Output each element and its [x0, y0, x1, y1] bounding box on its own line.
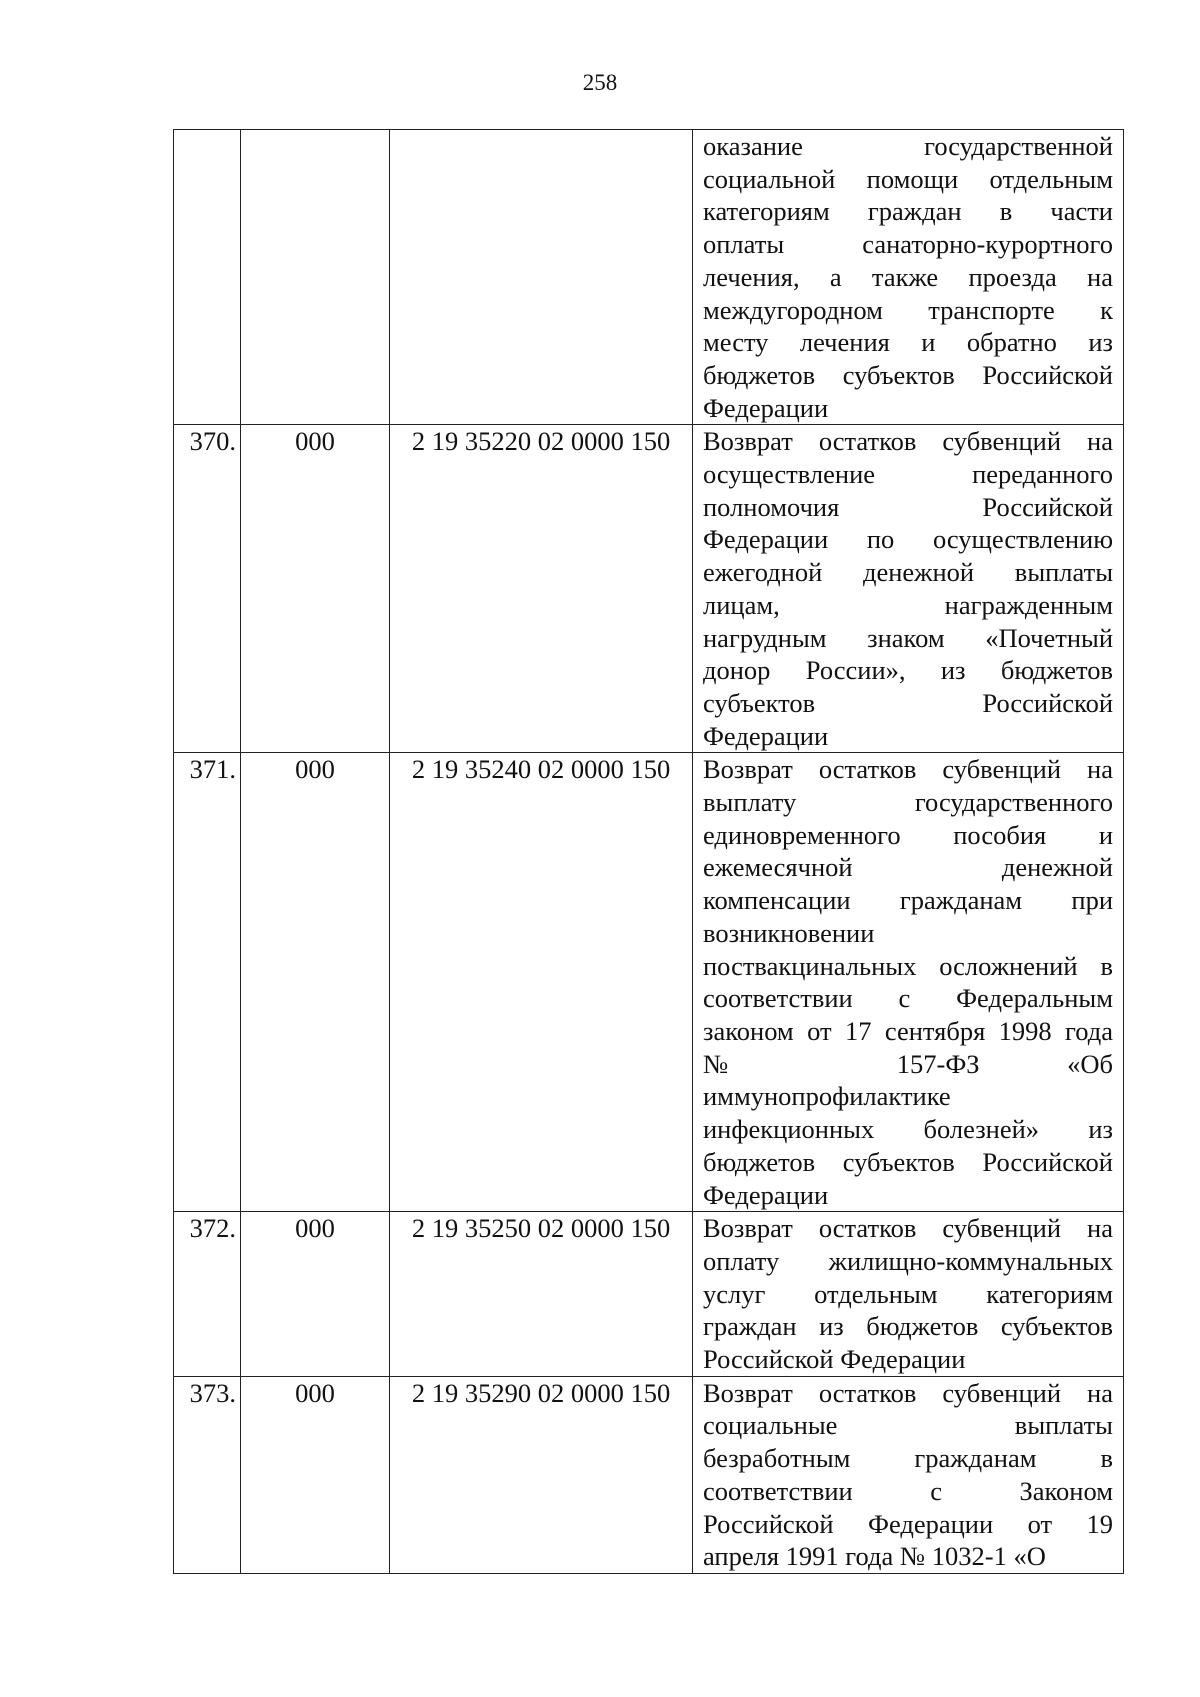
budget-code-cell: 2 19 35220 02 0000 150 — [390, 425, 693, 753]
description-line: граждан из бюджетов субъектов — [703, 1311, 1113, 1342]
page-number: 258 — [582, 70, 618, 95]
admin-code-cell: 000 — [241, 425, 390, 753]
row-number-cell: 371. — [174, 753, 241, 1212]
description-line: лицам, награжденным — [703, 589, 1113, 620]
row-number-cell: 370. — [174, 425, 241, 753]
budget-code-cell: 2 19 35250 02 0000 150 — [390, 1212, 693, 1377]
description-line: компенсации гражданам при — [703, 885, 1113, 916]
description-line: законом от 17 сентября 1998 года — [703, 1015, 1113, 1046]
description-line: Федерации — [703, 1179, 829, 1210]
description-line: поствакцинальных осложнений в — [703, 950, 1113, 981]
description-line: нагрудным знаком «Почетный — [703, 622, 1113, 653]
description-line: полномочия Российской — [703, 491, 1113, 522]
description-line: социальной помощи отдельным — [703, 163, 1113, 194]
description-line: соответствии с Федеральным — [703, 983, 1113, 1014]
table-row — [174, 1376, 1124, 1573]
description-line: лечения, а также проезда на — [703, 261, 1113, 292]
description-line: бюджетов субъектов Российской — [703, 1146, 1113, 1177]
description-line: выплату государственного — [703, 787, 1113, 818]
budget-code-cell: 2 19 35290 02 0000 150 — [390, 1376, 693, 1573]
description-line: Федерации по осуществлению — [703, 524, 1113, 555]
description-line: соответствии с Законом — [703, 1475, 1113, 1506]
description-line: оплату жилищно-коммунальных — [703, 1245, 1113, 1276]
description-line: бюджетов субъектов Российской — [703, 359, 1113, 390]
row-number-cell: 373. — [174, 1376, 241, 1573]
description-line: апреля 1991 года № 1032-1 «О — [703, 1541, 1046, 1572]
row-number-cell: 372. — [174, 1212, 241, 1377]
admin-code-cell — [241, 130, 390, 425]
description-cell — [693, 1376, 1124, 1573]
admin-code-cell: 000 — [241, 753, 390, 1212]
description-line: Российской Федерации — [703, 1344, 966, 1375]
description-line: месту лечения и обратно из — [703, 327, 1113, 358]
description-line: Возврат остатков субвенций на — [703, 426, 1113, 457]
description-line: ежегодной денежной выплаты — [703, 557, 1113, 588]
description-line: иммунопрофилактике — [703, 1081, 951, 1112]
description-line: донор России», из бюджетов — [703, 655, 1113, 686]
description-line: междугородном транспорте к — [703, 294, 1113, 325]
table-row — [174, 1212, 1124, 1377]
description-line: Федерации — [703, 720, 829, 751]
table-row — [174, 425, 1124, 753]
description-line: осуществление переданного — [703, 459, 1113, 490]
description-line: ежемесячной денежной — [703, 852, 1113, 883]
admin-code-cell: 000 — [241, 1212, 390, 1377]
admin-code-cell: 000 — [241, 1376, 390, 1573]
description-line: возникновении — [703, 917, 875, 948]
description-line: Возврат остатков субвенций на — [703, 1377, 1113, 1408]
description-line: Возврат остатков субвенций на — [703, 754, 1113, 785]
description-cell — [693, 425, 1124, 753]
row-number-cell — [174, 130, 241, 425]
description-line: единовременного пособия и — [703, 819, 1113, 850]
table-row — [174, 753, 1124, 1212]
budget-code-cell: 2 19 35240 02 0000 150 — [390, 753, 693, 1212]
description-line: оказание государственной — [703, 131, 1113, 161]
description-line: социальные выплаты — [703, 1410, 1113, 1441]
budget-code-cell — [390, 130, 693, 425]
description-line: оплаты санаторно-курортного — [703, 229, 1113, 260]
revenue-code-table — [173, 129, 1124, 1574]
description-cell — [693, 753, 1124, 1212]
description-line: Российской Федерации от 19 — [703, 1508, 1113, 1539]
description-cell — [693, 130, 1124, 425]
description-line: инфекционных болезней» из — [703, 1114, 1113, 1145]
description-line: Федерации — [703, 392, 829, 423]
description-cell — [693, 1212, 1124, 1377]
description-line: категориям граждан в части — [703, 196, 1113, 227]
description-line: безработным гражданам в — [703, 1443, 1113, 1474]
description-line: субъектов Российской — [703, 687, 1113, 718]
description-line: № 157-ФЗ «Об — [703, 1048, 1113, 1079]
description-line: Возврат остатков субвенций на — [703, 1213, 1113, 1244]
table-body — [174, 130, 1124, 1574]
description-line: услуг отдельным категориям — [703, 1278, 1113, 1309]
table-row — [174, 130, 1124, 425]
